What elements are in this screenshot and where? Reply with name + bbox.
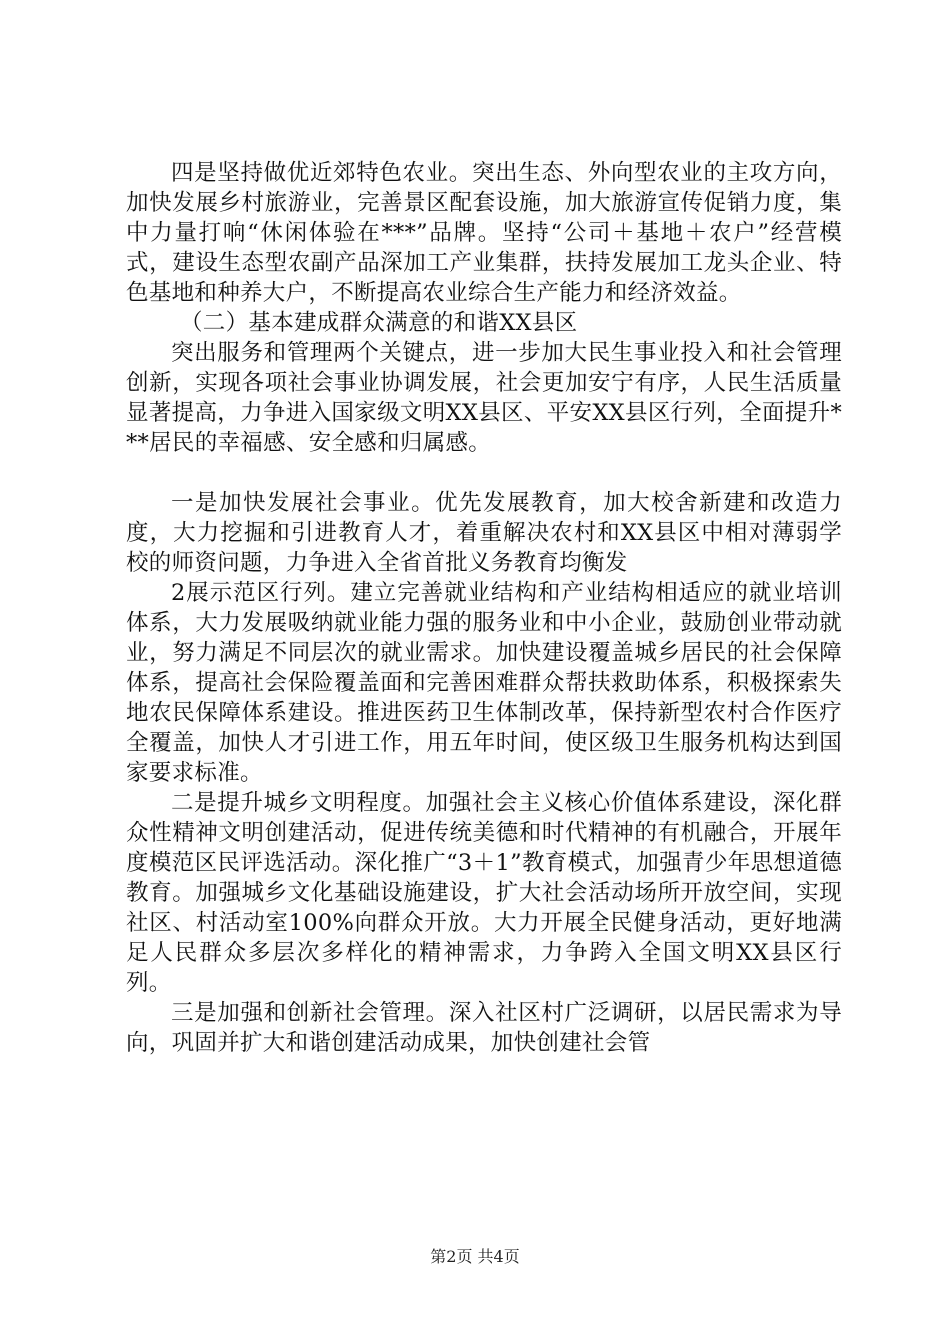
paragraph-demonstration-zone: 2展示范区行列。建立完善就业结构和产业结构相适应的就业培训体系，大力发展吸纳就业能力强的服务业和中小企业，鼓励创业带动就业，努力满足不同层次的就业需求。加快建设覆盖城乡居民的社会保障体系，提高社会保险覆盖面和完善困难群众帮扶救助体系，积极探索失地农民保障体系建设。推进医药卫生体制改革，保持新型农村合作医疗全覆盖，加快人才引进工作，用五年时间，使区级卫生服务机构达到国家要求标准。 bbox=[126, 580, 842, 786]
paragraph-urban-rural-civilization: 二是提升城乡文明程度。加强社会主义核心价值体系建设，深化群众性精神文明创建活动，促进传统美德和时代精神的有机融合，开展年度模范区民评选活动。深化推广“3＋1”教育模式，加强青少年思想道德教育。加强城乡文化基础设施建设，扩大社会活动场所开放空间，实现社区、村活动室100%向群众开放。大力开展全民健身活动，更好地满足人民群众多层次多样化的精神需求，力争跨入全国文明XX县区行列。 bbox=[126, 790, 842, 996]
paragraph-spacer bbox=[126, 458, 842, 488]
paragraph-suburban-agriculture: 四是坚持做优近郊特色农业。突出生态、外向型农业的主攻方向，加快发展乡村旅游业，完善景区配套设施，加大旅游宣传促销力度，集中力量打响“休闲体验在***”品牌。坚持“公司＋基地＋农户”经营模式，建设生态型农副产品深加工产业集群，扶持发展加工龙头企业、特色基地和种养大户，不断提高农业综合生产能力和经济效益。 bbox=[126, 160, 842, 306]
page-number-footer: 第2页 共4页 bbox=[430, 1247, 520, 1266]
paragraph-service-management: 突出服务和管理两个关键点，进一步加大民生事业投入和社会管理创新，实现各项社会事业协调发展，社会更加安宁有序，人民生活质量显著提高，力争进入国家级文明XX县区、平安XX县区行列，全面提升***居民的幸福感、安全感和归属感。 bbox=[126, 340, 842, 456]
document-body bbox=[126, 158, 842, 1058]
section-heading-harmonious-county: （二）基本建成群众满意的和谐XX县区 bbox=[180, 310, 578, 336]
paragraph-social-undertakings: 一是加快发展社会事业。优先发展教育，加大校舍新建和改造力度，大力挖掘和引进教育人才，着重解决农村和XX县区中相对薄弱学校的师资问题，力争进入全省首批义务教育均衡发 bbox=[126, 490, 842, 576]
paragraph-social-management: 三是加强和创新社会管理。深入社区村广泛调研，以居民需求为导向，巩固并扩大和谐创建活动成果，加快创建社会管 bbox=[126, 1000, 842, 1056]
